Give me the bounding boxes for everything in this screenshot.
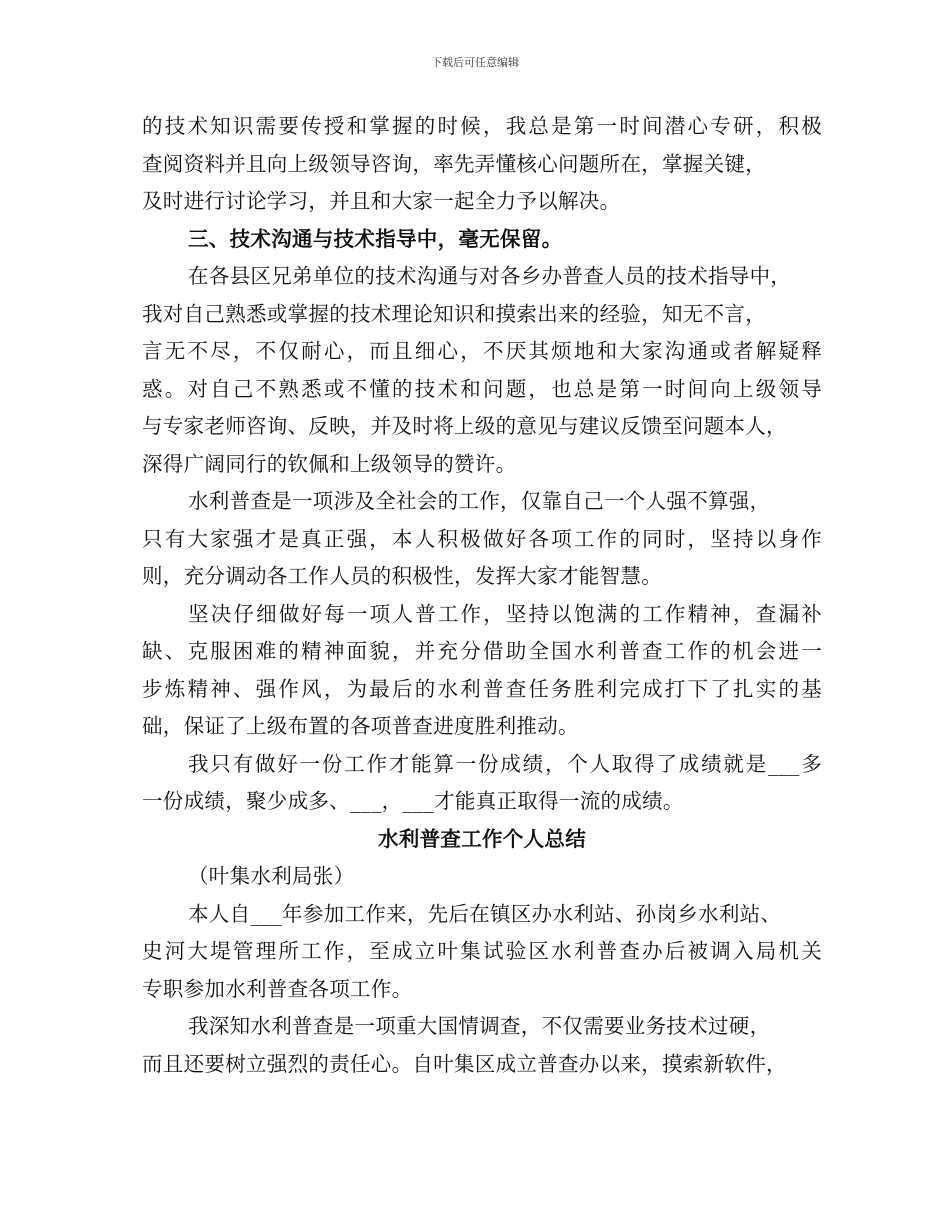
- text-line: 深得广阔同行的钦佩和上级领导的赞许。: [142, 451, 517, 476]
- author-line: （叶集水利局张）: [188, 864, 355, 888]
- text-line: 专职参加水利普查各项工作。: [142, 976, 413, 1001]
- text-line: 及时进行讨论学习，并且和大家一起全力予以解决。: [142, 189, 621, 213]
- text-line: 言无不尽，不仅耐心，而且细心，不厌其烦地和大家沟通或者解疑释: [142, 339, 822, 363]
- document-body: [142, 108, 822, 1083]
- text-line: 史河大堤管理所工作，至成立叶集试验区水利普查办后被调入局机关: [142, 939, 822, 963]
- text-line: 查阅资料并且向上级领导咨询，率先弄懂核心问题所在，掌握关键，: [142, 151, 766, 176]
- text-line: 本人自___年参加工作来，先后在镇区办水利站、孙岗乡水利站、: [188, 901, 782, 926]
- text-line: 而且还要树立强烈的责任心。自叶集区成立普查办以来，摸索新软件，: [142, 1051, 787, 1076]
- text-line: 我深知水利普查是一项重大国情调查，不仅需要业务技术过硬，: [188, 1014, 771, 1038]
- section-heading: 三、技术沟通与技术指导中，毫无保留。: [188, 226, 563, 251]
- text-line: 一份成绩，聚少成多、___，___才能真正取得一流的成绩。: [142, 789, 684, 813]
- document-title: 水利普查工作个人总结: [378, 826, 586, 851]
- text-line: 水利普查是一项涉及全社会的工作，仅靠自己一个人强不算强，: [188, 489, 771, 513]
- text-line: 惑。对自己不熟悉或不懂的技术和问题，也总是第一时间向上级领导: [142, 376, 822, 401]
- text-line: 在各县区兄弟单位的技术沟通与对各乡办普查人员的技术指导中，: [188, 264, 792, 288]
- text-line: 础，保证了上级布置的各项普查进度胜利推动。: [142, 714, 579, 738]
- text-line: 我只有做好一份工作才能算一份成绩，个人取得了成绩就是___多: [188, 751, 822, 776]
- page-header-note: 下载后可任意编辑: [431, 56, 519, 69]
- text-line: 与专家老师咨询、反映，并及时将上级的意见与建议反馈至问题本人，: [142, 414, 787, 438]
- text-line: 步炼精神、强作风，为最后的水利普查任务胜利完成打下了扎实的基: [142, 676, 822, 701]
- text-line: 只有大家强才是真正强，本人积极做好各项工作的同时，坚持以身作: [142, 526, 822, 551]
- text-line: 我对自己熟悉或掌握的技术理论知识和摸索出来的经验，知无不言，: [142, 301, 766, 326]
- text-line: 的技术知识需要传授和掌握的时候，我总是第一时间潜心专研，积极: [142, 114, 822, 138]
- text-line: 坚决仔细做好每一项人普工作，坚持以饱满的工作精神，查漏补: [188, 601, 822, 626]
- text-line: 缺、克服困难的精神面貌，并充分借助全国水利普查工作的机会进一: [142, 639, 822, 663]
- text-line: 则，充分调动各工作人员的积极性，发挥大家才能智慧。: [142, 564, 662, 588]
